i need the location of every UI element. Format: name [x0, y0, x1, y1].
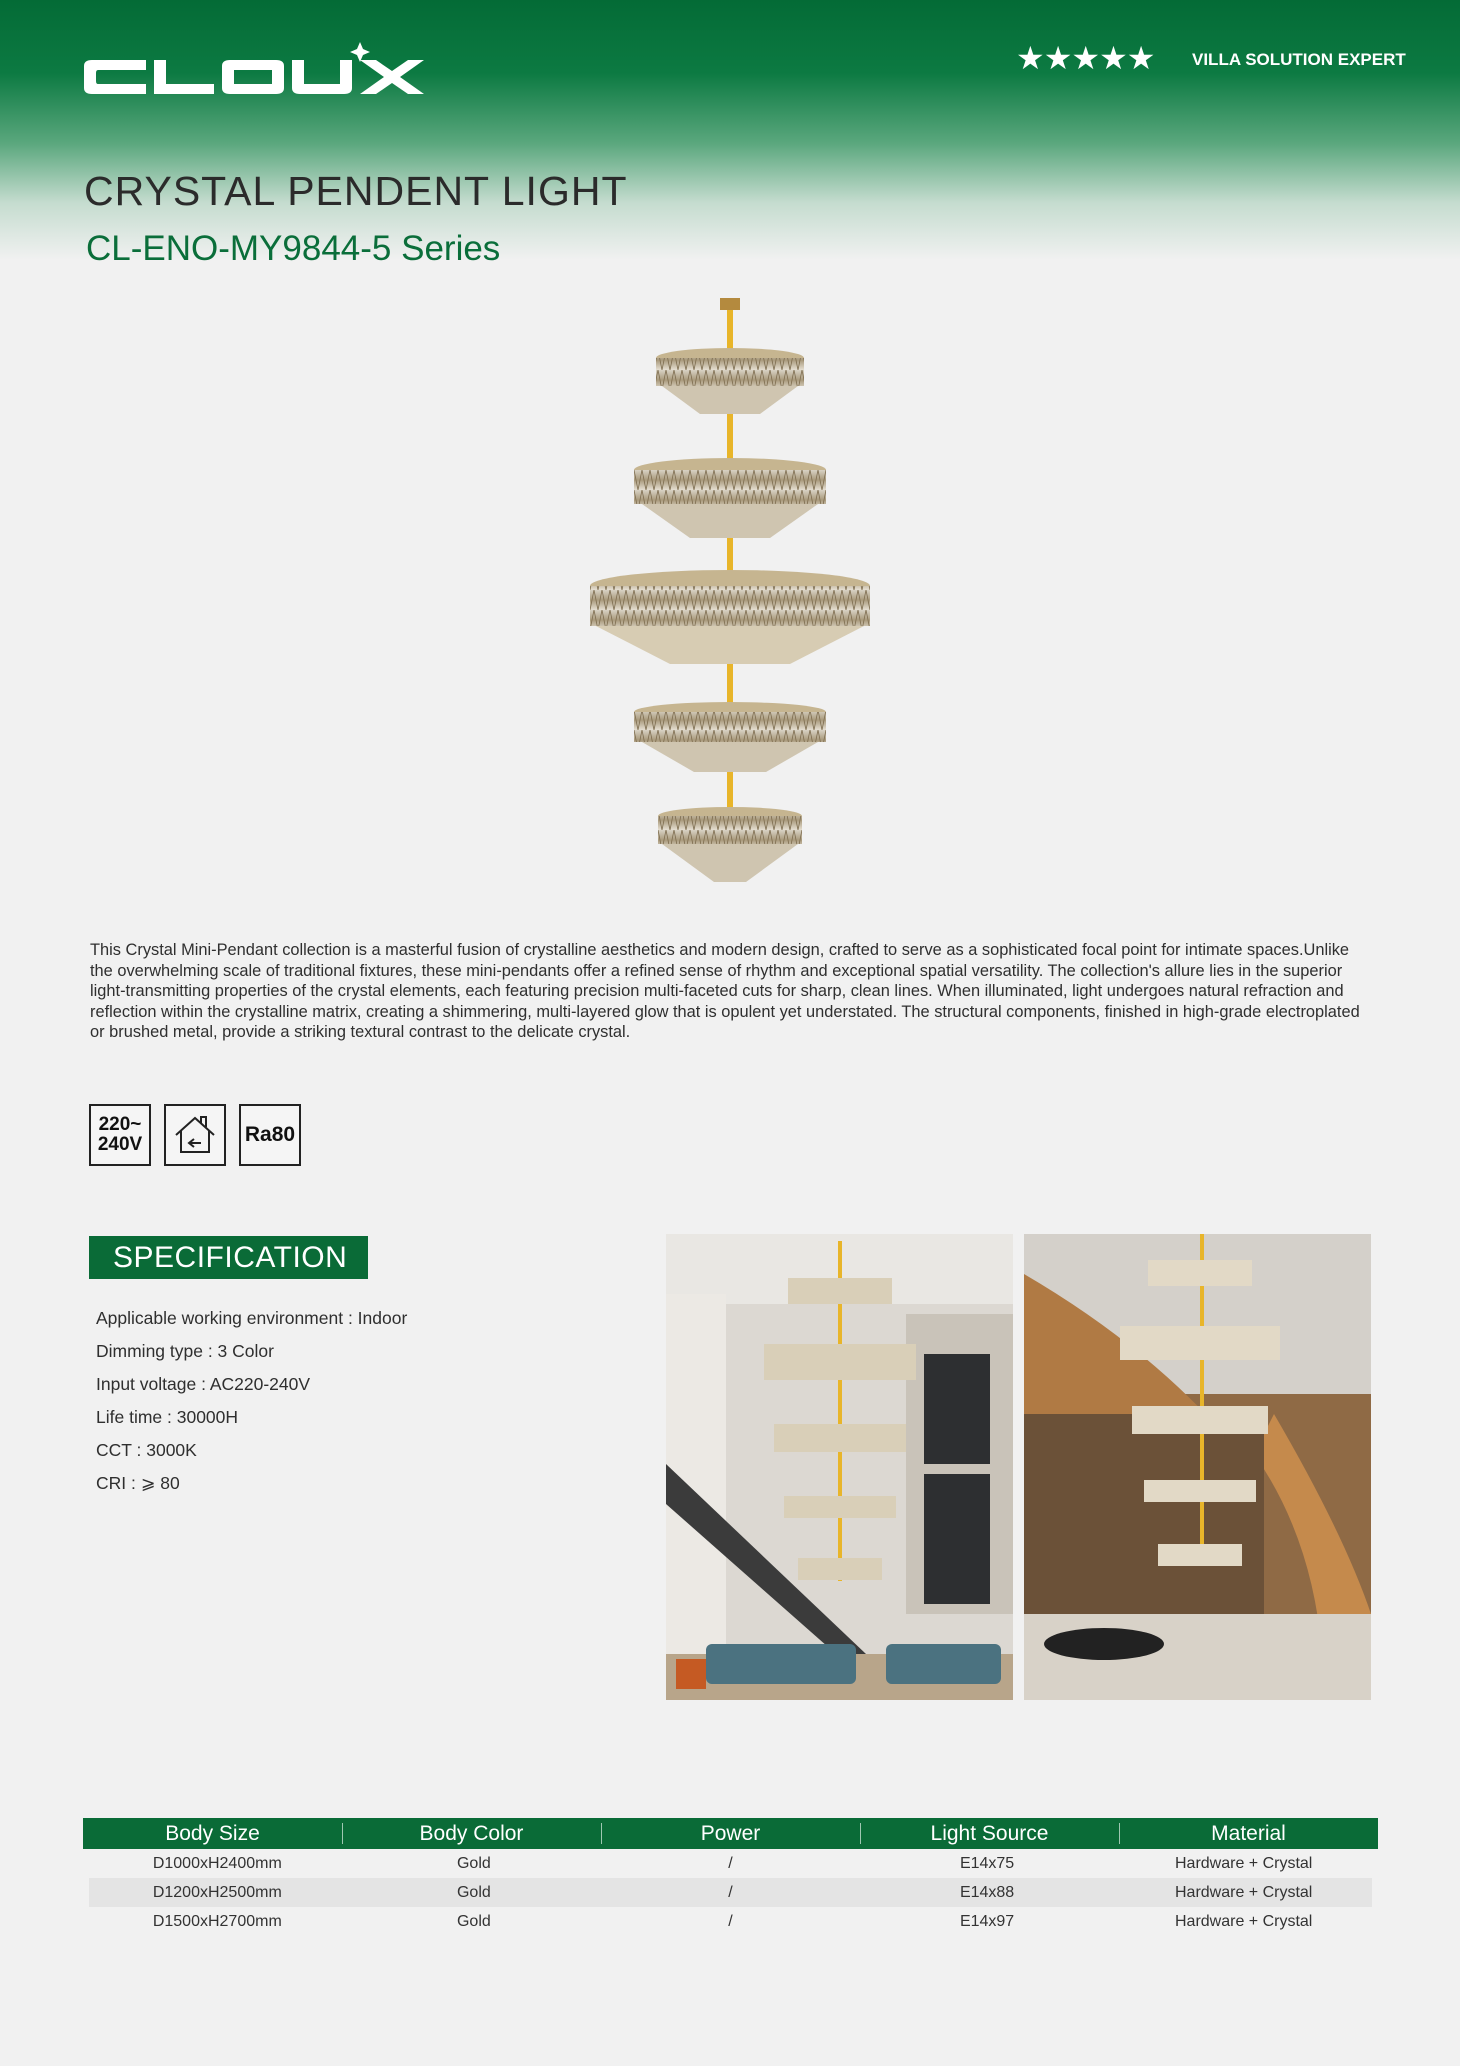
table-cell: E14x88	[959, 1884, 1015, 1901]
table-cell: D1000xH2400mm	[152, 1855, 282, 1872]
product-title: CRYSTAL PENDENT LIGHT	[84, 168, 628, 214]
table-cell: E14x97	[959, 1913, 1015, 1930]
spec-item: CCT : 3000K	[96, 1440, 197, 1460]
table-cell: Hardware + Crystal	[1174, 1913, 1313, 1930]
header-band	[0, 0, 1460, 260]
table-cell: /	[728, 1884, 733, 1901]
table-header	[83, 1818, 1378, 1849]
rating-stars: ★★★★★	[1016, 39, 1155, 77]
room-photo-living	[666, 1234, 1013, 1700]
table-cell: Hardware + Crystal	[1174, 1855, 1313, 1872]
table-header-cell: Light Source	[860, 1818, 1119, 1849]
table-cell: Gold	[456, 1855, 491, 1872]
spec-item: Life time : 30000H	[96, 1407, 239, 1427]
chandelier-image	[570, 290, 890, 890]
table-header-cell: Power	[601, 1818, 860, 1849]
cri-badge: Ra80	[239, 1104, 301, 1166]
table-cell: E14x75	[959, 1855, 1015, 1872]
spec-item: CRI : ⩾ 80	[96, 1473, 180, 1493]
house-icon	[172, 1113, 218, 1157]
table-cell: /	[728, 1913, 733, 1930]
cloux-logo	[84, 40, 434, 104]
table-row	[89, 1849, 1372, 1878]
voltage-badge	[89, 1104, 151, 1166]
specification-heading: SPECIFICATION	[89, 1236, 368, 1279]
table-row	[89, 1907, 1372, 1936]
product-series: CL-ENO-MY9844-5 Series	[86, 229, 501, 268]
table-cell: Hardware + Crystal	[1174, 1884, 1313, 1901]
table-row	[89, 1878, 1372, 1907]
spec-item: Input voltage : AC220-240V	[96, 1374, 311, 1394]
table-cell: D1200xH2500mm	[152, 1884, 282, 1901]
specification-list	[96, 1302, 616, 1500]
spec-item: Dimming type : 3 Color	[96, 1341, 274, 1361]
table-cell: Gold	[456, 1884, 491, 1901]
table-cell: Gold	[456, 1913, 491, 1930]
indoor-house-icon	[164, 1104, 226, 1166]
table-header-cell: Material	[1119, 1818, 1378, 1849]
room-photo-staircase	[1024, 1234, 1371, 1700]
table-cell: /	[728, 1855, 733, 1872]
voltage-badge-line1: 220~	[98, 1114, 142, 1135]
table-header-cell: Body Size	[165, 1822, 260, 1845]
table-header-cell: Body Color	[342, 1818, 601, 1849]
table-cell: D1500xH2700mm	[152, 1913, 282, 1930]
brand-tagline: VILLA SOLUTION EXPERT	[1192, 50, 1406, 69]
spec-item: Applicable working environment : Indoor	[96, 1308, 408, 1328]
voltage-badge-line2: 240V	[97, 1134, 143, 1155]
product-description: This Crystal Mini-Pendant collection is a masterful fusion of crystalline aesthetics and modern design, crafted to serve as a sophisticated focal point for intimate spaces.Unlike the overwhelming scale of traditional fixtures, these mini-pendants offer a refined sense of rhythm and exceptional spatial versatility. The collection's allure lies in the superior light-transmitting properties of the crystal elements, each featuring precision multi-faceted cuts for sharp, clean lines. When illuminated, light undergoes natural refraction and reflection within the crystalline matrix, creating a shimmering, multi-layered glow that is opulent yet understated. The structural components, finished in high-grade electroplated or brushed metal, provide a striking textural contrast to the delicate crystal.	[90, 941, 1360, 1041]
product-table	[83, 1818, 1378, 1936]
